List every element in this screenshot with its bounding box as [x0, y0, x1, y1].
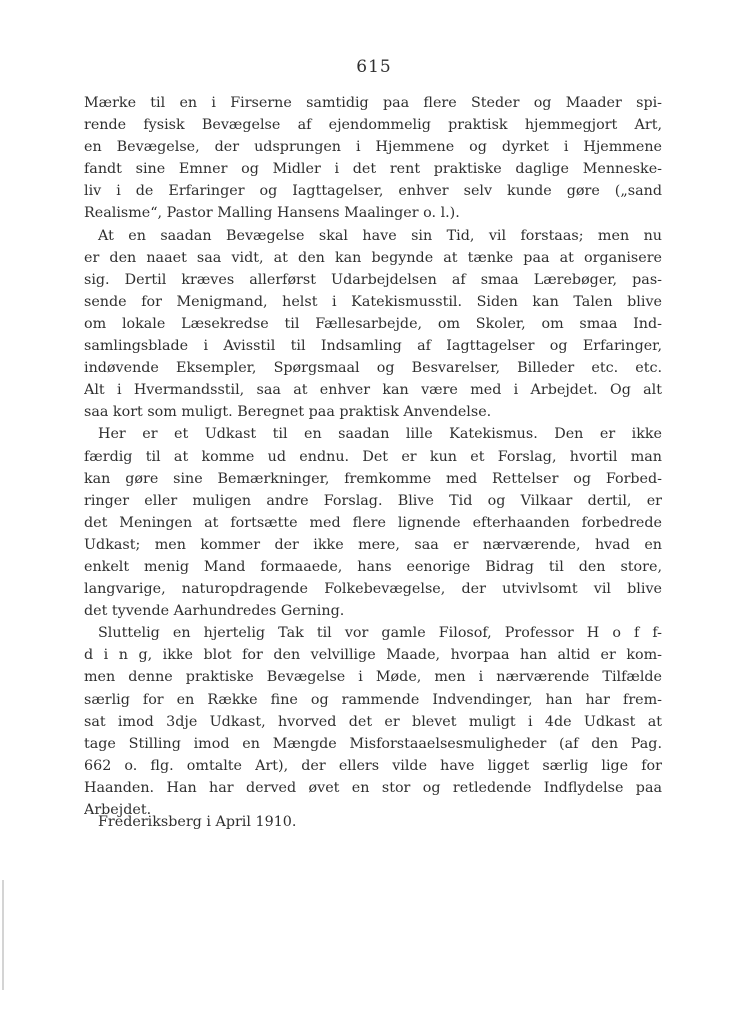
text-line: Her er et Udkast til en saadan lille Katekismus. Den er ikke [98, 426, 662, 443]
text-line: Haanden. Han har derved øvet en stor og retledende Indflydelse paa [84, 779, 662, 796]
text-line: At en saadan Bevægelse skal have sin Tid, vil forstaas; men nu [98, 227, 662, 244]
text-line: Udkast; men kommer der ikke mere, saa er nærværende, hvad en [84, 536, 662, 553]
text-line: d i n g, ikke blot for den velvillige Maade, hvorpaa han altid er kom- [84, 647, 662, 664]
text-line: sende for Menigmand, helst i Katekismusstil. Siden kan Talen blive [84, 293, 662, 310]
text-line: samlingsblade i Avisstil til Indsamling af Iagttagelser og Erfaringer, [84, 338, 662, 355]
text-line: fandt sine Emner og Midler i det rent praktiske daglige Menneske- [84, 161, 662, 178]
text-line: langvarige, naturopdragende Folkebevægelse, der utvivlsomt vil blive [84, 581, 662, 598]
text-line: saa kort som muligt. Beregnet paa praktisk Anvendelse. [84, 404, 492, 421]
text-line: ringer eller muligen andre Forslag. Blive Tid og Vilkaar dertil, er [84, 492, 662, 509]
text-line: sig. Dertil kræves allerførst Udarbejdelsen af smaa Lærebøger, pas- [84, 271, 662, 288]
paragraph-4 [84, 622, 662, 821]
paragraph-1 [84, 92, 662, 225]
text-line: er den naaet saa vidt, at den kan begynde at tænke paa at organisere [84, 249, 662, 266]
signature-line: Frederiksberg i April 1910. [98, 814, 297, 830]
text-line: Arbejdet. [84, 802, 152, 818]
text-line: Alt i Hvermandsstil, saa at enhver kan være med i Arbejdet. Og alt [84, 382, 662, 399]
text-line: rende fysisk Bevægelse af ejendommelig praktisk hjemmegjort Art, [84, 117, 662, 134]
text-line: en Bevægelse, der udsprungen i Hjemmene og dyrket i Hjemmene [84, 139, 662, 156]
paragraph-3 [84, 423, 662, 622]
text-line: færdig til at komme ud endnu. Det er kun et Forslag, hvortil man [84, 448, 662, 465]
text-line: sat imod 3dje Udkast, hvorved det er blevet muligt i 4de Udkast at [84, 713, 662, 730]
page-number: 615 [356, 57, 392, 77]
text-line: liv i de Erfaringer og Iagttagelser, enhver selv kunde gøre („sand [84, 183, 662, 200]
text-line: indøvende Eksempler, Spørgsmaal og Besvarelser, Billeder etc. etc. [84, 360, 662, 377]
text-line: om lokale Læsekredse til Fællesarbejde, om Skoler, om smaa Ind- [84, 315, 662, 332]
paragraph-2 [84, 225, 662, 424]
body-text [84, 92, 662, 821]
text-line: særlig for en Række fine og rammende Indvendinger, han har frem- [84, 691, 662, 708]
scan-edge-mark [2, 880, 4, 990]
text-line: tage Stilling imod en Mængde Misforstaaelsesmuligheder (af den Pag. [84, 735, 662, 752]
text-line: det tyvende Aarhundredes Gerning. [84, 603, 345, 620]
text-line: Realisme“, Pastor Malling Hansens Maalinger o. l.). [84, 205, 460, 222]
text-line: enkelt menig Mand formaaede, hans eenorige Bidrag til den store, [84, 558, 662, 575]
text-line: det Meningen at fortsætte med flere lignende efterhaanden forbedrede [84, 514, 662, 531]
text-line: Mærke til en i Firserne samtidig paa flere Steder og Maader spi- [84, 95, 662, 111]
text-line: Sluttelig en hjertelig Tak til vor gamle Filosof, Professor H o f f- [98, 625, 662, 642]
text-line: 662 o. flg. omtalte Art), der ellers vilde have ligget særlig lige for [84, 757, 662, 774]
text-line: kan gøre sine Bemærkninger, fremkomme med Rettelser og Forbed- [84, 470, 662, 487]
text-line: men denne praktiske Bevægelse i Møde, men i nærværende Tilfælde [84, 669, 662, 686]
